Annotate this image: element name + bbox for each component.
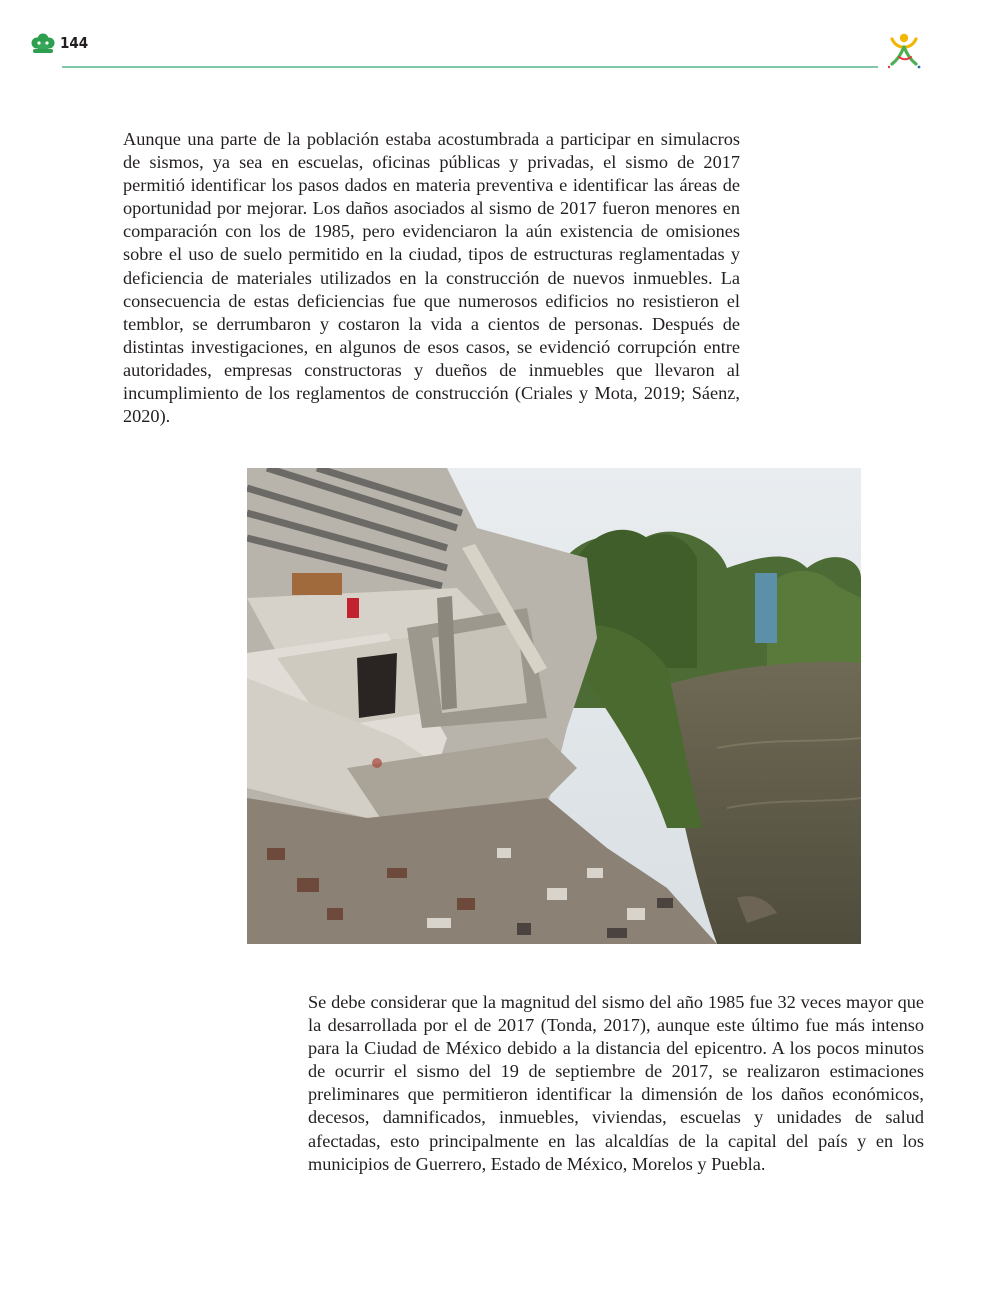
- earthquake-damage-photo: [247, 468, 861, 944]
- header-divider: [62, 66, 878, 68]
- green-clover-icon: [30, 33, 56, 55]
- page-number: 144: [60, 34, 89, 52]
- body-paragraph-1: Aunque una parte de la población estaba acostumbrada a participar en simulacros de sismos, ya sea en escuelas, oficinas públicas y privadas, el sismo de 2017 permitió identificar los pasos dados en materia preventiva e identificar las áreas de oportunidad por mejorar. Los daños asociados al sismo de 2017 fueron menores en comparación con los de 1985, pero evidenciaron la aún existencia de omisiones sobre el uso de suelo permitido en la ciudad, tipos de estructuras reglamentadas y deficiencia de materiales utilizados en la construcción de nuevos inmuebles. La consecuencia de estas deficiencias fue que numerosos edificios no resistieron el temblor, se derrumbaron y costaron la vida a cientos de personas. Después de distintas investigaciones, en algunos de esos casos, se evidenció corrupción entre autoridades, empresas constructoras y dueños de inmuebles que llevaron al incumplimiento de los reglamentos de construcción (Criales y Mota, 2019; Sáenz, 2020).: [123, 129, 740, 427]
- person-figure-logo-icon: [883, 30, 923, 70]
- body-paragraph-2: Se debe considerar que la magnitud del sismo del año 1985 fue 32 veces mayor que la desarrollada por el de 2017 (Tonda, 2017), aunque este último fue más intenso para la Ciudad de México debido a la distancia del epicentro. A los pocos minutos de ocurrir el sismo del 19 de septiembre de 2017, se realizaron estimaciones preliminares que permitieron identificar la dimensión de los daños económicos, decesos, damnificados, inmuebles, viviendas, escuelas y unidades de salud afectadas, esto principalmente en las alcaldías de la capital del país y en los municipios de Guerrero, Estado de México, Morelos y Puebla.: [308, 992, 924, 1174]
